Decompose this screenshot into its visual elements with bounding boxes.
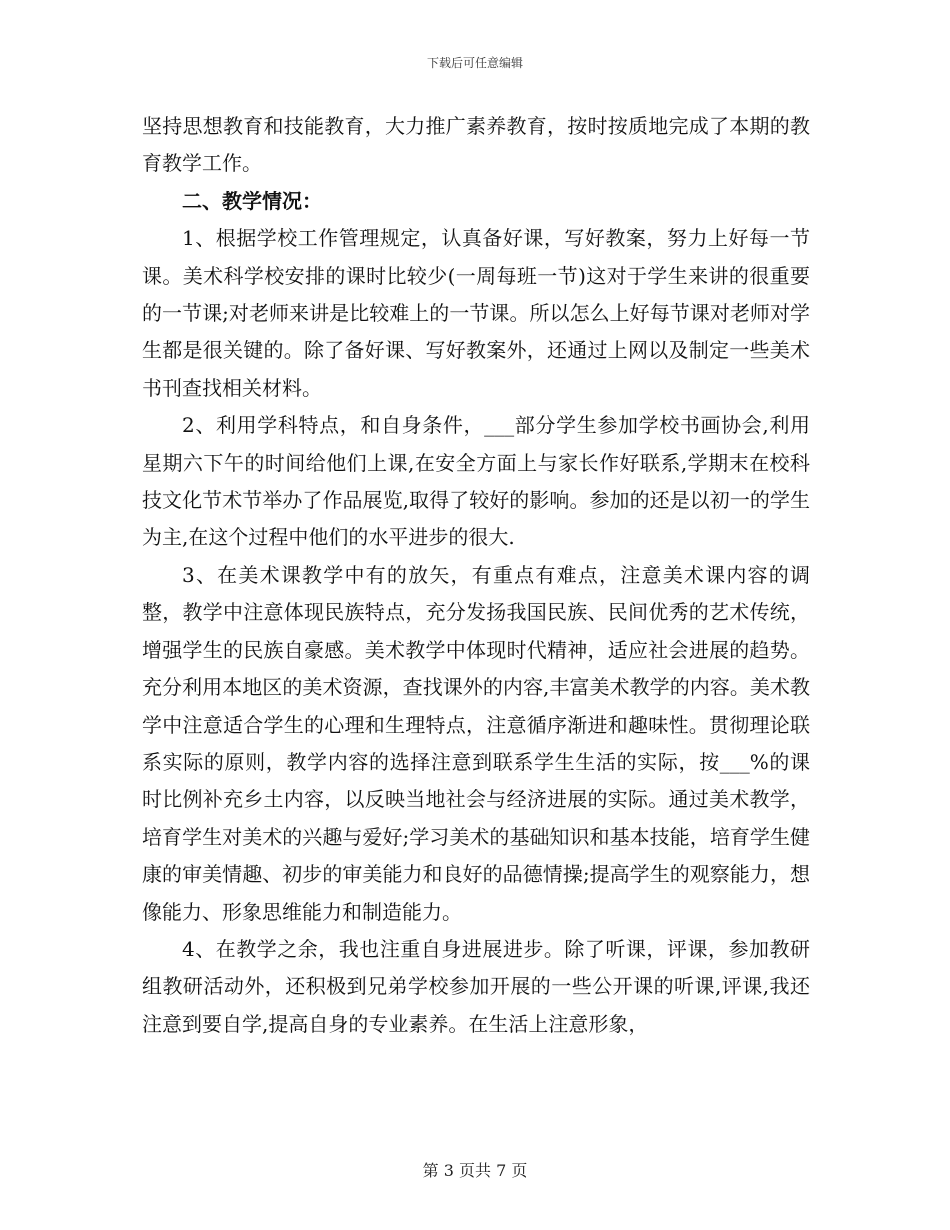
paragraph-2: 2、利用学科特点，和自身条件，___部分学生参加学校书画协会,利用星期六下午的时间给他们上课,在安全方面上与家长作好联系,学期末在校科技文化节术节举办了作品展览,取得了较好的影响。参加的还是以初一的学生为主,在这个过程中他们的水平进步的很大. xyxy=(142,413,810,550)
paragraph-intro: 坚持思想教育和技能教育，大力推广素养教育，按时按质地完成了本期的教育教学工作。 xyxy=(142,114,810,176)
document-body xyxy=(142,108,810,1043)
paragraph-1: 1、根据学校工作管理规定，认真备好课，写好教案，努力上好每一节课。美术科学校安排的课时比较少(一周每班一节)这对于学生来讲的很重要的一节课;对老师来讲是比较难上的一节课。所以怎么上好每节课对老师对学生都是很关键的。除了备好课、写好教案外，还通过上网以及制定一些美术书刊查找相关材料。 xyxy=(142,226,810,400)
paragraph-3: 3、在美术课教学中有的放矢，有重点有难点，注意美术课内容的调整，教学中注意体现民族特点，充分发扬我国民族、民间优秀的艺术传统，增强学生的民族自豪感。美术教学中体现时代精神，适应社会进展的趋势。充分利用本地区的美术资源，查找课外的内容,丰富美术教学的内容。美术教学中注意适合学生的心理和生理特点，注意循序渐进和趣味性。贯彻理论联系实际的原则，教学内容的选择注意到联系学生生活的实际，按___%的课时比例补充乡土内容，以反映当地社会与经济进展的实际。通过美术教学，培育学生对美术的兴趣与爱好;学习美术的基础知识和基本技能，培育学生健康的审美情趣、初步的审美能力和良好的品德情操;提高学生的观察能力，想像能力、形象思维能力和制造能力。 xyxy=(142,562,810,924)
paragraph-4: 4、在教学之余，我也注重自身进展进步。除了听课，评课，参加教研组教研活动外，还积极到兄弟学校参加开展的一些公开课的听课,评课,我还注意到要自学,提高自身的专业素养。在生活上注意形象， xyxy=(142,936,810,1036)
header-note: 下载后可任意编辑 xyxy=(426,56,523,70)
page-footer: 第 3 页共 7 页 xyxy=(422,1161,528,1180)
section-heading-teaching: 二、教学情况： xyxy=(182,188,322,213)
